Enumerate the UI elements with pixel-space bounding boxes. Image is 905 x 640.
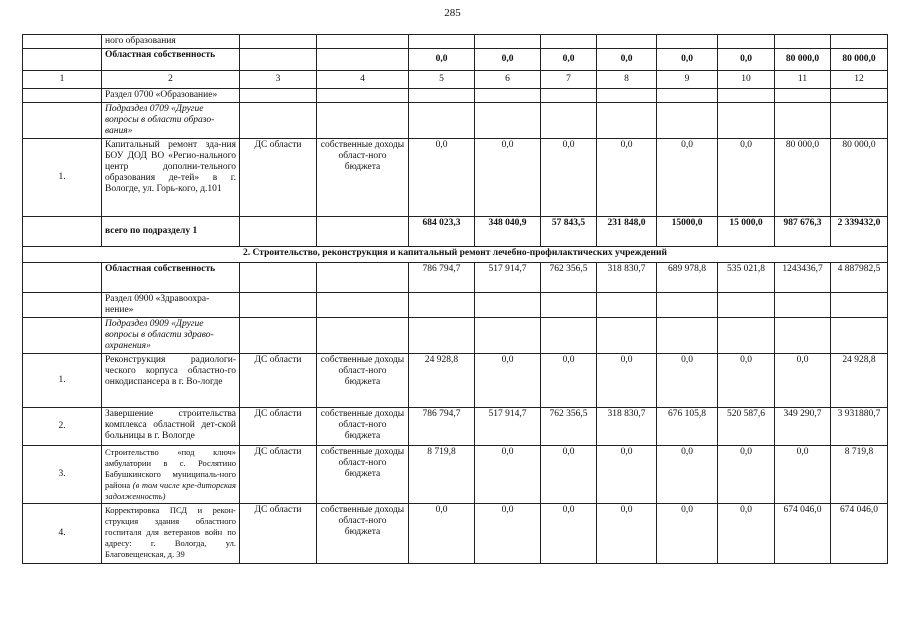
page-number: 285 <box>444 7 461 19</box>
value-cell: 24 928,8 <box>409 354 475 408</box>
item-name <box>102 446 240 504</box>
empty-cell <box>831 35 888 49</box>
value-cell: 24 928,8 <box>831 354 888 408</box>
empty-cell <box>23 263 102 293</box>
value-cell: 348 040,9 <box>475 217 541 247</box>
value-cell: 80 000,0 <box>831 49 888 71</box>
empty-cell <box>317 103 409 139</box>
empty-cell <box>475 35 541 49</box>
item-dept: ДС области <box>240 354 317 408</box>
empty-cell <box>23 35 102 49</box>
empty-cell <box>831 318 888 354</box>
column-number: 10 <box>718 71 775 89</box>
podrazdel-label: Подраздел 0709 «Другие вопросы в области образо-вания» <box>102 103 240 139</box>
owner-label: Областная собственность <box>102 263 240 293</box>
column-numbers-row <box>23 71 888 89</box>
empty-cell <box>409 318 475 354</box>
empty-cell <box>409 293 475 318</box>
value-cell: 762 356,5 <box>541 263 597 293</box>
item-row <box>23 446 888 504</box>
value-cell: 0,0 <box>657 354 718 408</box>
column-number: 1 <box>23 71 102 89</box>
value-cell: 786 794,7 <box>409 408 475 446</box>
empty-cell <box>240 103 317 139</box>
empty-cell <box>831 293 888 318</box>
value-cell: 0,0 <box>657 139 718 217</box>
value-cell: 517 914,7 <box>475 263 541 293</box>
empty-cell <box>657 318 718 354</box>
empty-cell <box>597 103 657 139</box>
value-cell: 0,0 <box>475 49 541 71</box>
value-cell: 0,0 <box>475 139 541 217</box>
empty-cell <box>718 318 775 354</box>
empty-cell <box>657 35 718 49</box>
empty-cell <box>23 89 102 103</box>
empty-cell <box>657 293 718 318</box>
empty-cell <box>831 103 888 139</box>
empty-cell <box>240 35 317 49</box>
razdel-label: Раздел 0900 «Здравоохра-нение» <box>102 293 240 318</box>
section-title-row <box>23 247 888 263</box>
value-cell: 674 046,0 <box>831 504 888 564</box>
value-cell: 8 719,8 <box>831 446 888 504</box>
value-cell: 0,0 <box>718 446 775 504</box>
value-cell: 535 021,8 <box>718 263 775 293</box>
value-cell: 0,0 <box>409 49 475 71</box>
value-cell: 0,0 <box>409 139 475 217</box>
empty-cell <box>831 89 888 103</box>
item-source: собственные доходы област-ного бюджета <box>317 408 409 446</box>
empty-cell <box>240 318 317 354</box>
empty-cell <box>409 89 475 103</box>
value-cell: 0,0 <box>541 354 597 408</box>
item-name-text: Корректировка ПСД и рекон-струкция здания областного госпиталя для ветеранов войн по адресу: г. Вологда, ул. Благовещенская, д. 39 <box>105 505 236 559</box>
item-name-text: Строительство «под ключ» амбулатории в с. Рослятино Бабушкинского муниципаль-ного района <box>105 447 236 490</box>
item-row <box>23 354 888 408</box>
item-dept: ДС области <box>240 504 317 564</box>
item-name-text: Реконструкция радиологи-ческого корпуса областно-го онкодиспансера в г. Во-логде <box>105 355 236 387</box>
value-cell: 80 000,0 <box>831 139 888 217</box>
empty-cell <box>317 89 409 103</box>
column-number: 5 <box>409 71 475 89</box>
value-cell: 57 843,5 <box>541 217 597 247</box>
empty-cell <box>775 89 831 103</box>
item-source: собственные доходы област-ного бюджета <box>317 446 409 504</box>
empty-cell <box>317 35 409 49</box>
item-row <box>23 408 888 446</box>
value-cell: 80 000,0 <box>775 49 831 71</box>
value-cell: 762 356,5 <box>541 408 597 446</box>
podrazdel-label: Подраздел 0909 «Другие вопросы в области здраво-охранения» <box>102 318 240 354</box>
empty-cell <box>718 103 775 139</box>
empty-cell <box>475 318 541 354</box>
value-cell: 80 000,0 <box>775 139 831 217</box>
empty-cell <box>317 263 409 293</box>
value-cell: 318 830,7 <box>597 263 657 293</box>
item-number: 1. <box>23 139 102 217</box>
value-cell: 2 339432,0 <box>831 217 888 247</box>
value-cell: 0,0 <box>657 504 718 564</box>
empty-cell <box>541 103 597 139</box>
value-cell: 15000,0 <box>657 217 718 247</box>
value-cell: 0,0 <box>475 446 541 504</box>
column-number: 9 <box>657 71 718 89</box>
value-cell: 520 587,6 <box>718 408 775 446</box>
value-cell: 676 105,8 <box>657 408 718 446</box>
item-number: 4. <box>23 504 102 564</box>
empty-cell <box>775 318 831 354</box>
item-name <box>102 504 240 564</box>
item-name <box>102 408 240 446</box>
owner-row <box>23 49 888 71</box>
empty-cell <box>23 293 102 318</box>
value-cell: 0,0 <box>718 139 775 217</box>
empty-cell <box>597 293 657 318</box>
value-cell: 1243436,7 <box>775 263 831 293</box>
value-cell: 689 978,8 <box>657 263 718 293</box>
item-name: Капитальный ремонт зда-ния БОУ ДОД ВО «Регио-нального центр дополни-тельного образования де-тей» в г. Вологде, ул. Горь-кого, д.101 <box>102 139 240 217</box>
value-cell: 318 830,7 <box>597 408 657 446</box>
column-number: 11 <box>775 71 831 89</box>
item-name-text: Завершение строительства комплекса областной дет-ской больницы в г. Вологде <box>105 409 236 441</box>
continuation-row <box>23 35 888 49</box>
owner-label: Областная собственность <box>102 49 240 71</box>
value-cell: 0,0 <box>541 139 597 217</box>
empty-cell <box>317 217 409 247</box>
empty-cell <box>23 103 102 139</box>
item-dept: ДС области <box>240 408 317 446</box>
value-cell: 0,0 <box>775 446 831 504</box>
value-cell: 0,0 <box>775 354 831 408</box>
name-cell: ного образования <box>102 35 240 49</box>
value-cell: 786 794,7 <box>409 263 475 293</box>
empty-cell <box>240 217 317 247</box>
empty-cell <box>23 318 102 354</box>
column-number: 3 <box>240 71 317 89</box>
value-cell: 684 023,3 <box>409 217 475 247</box>
value-cell: 3 931880,7 <box>831 408 888 446</box>
empty-cell <box>475 89 541 103</box>
empty-cell <box>597 318 657 354</box>
empty-cell <box>657 89 718 103</box>
podrazdel-row <box>23 103 888 139</box>
total-row <box>23 217 888 247</box>
empty-cell <box>597 89 657 103</box>
value-cell: 349 290,7 <box>775 408 831 446</box>
value-cell: 8 719,8 <box>409 446 475 504</box>
empty-cell <box>240 49 317 71</box>
value-cell: 0,0 <box>541 49 597 71</box>
column-number: 8 <box>597 71 657 89</box>
empty-cell <box>317 318 409 354</box>
empty-cell <box>597 35 657 49</box>
value-cell: 987 676,3 <box>775 217 831 247</box>
value-cell: 0,0 <box>409 504 475 564</box>
value-cell: 0,0 <box>475 504 541 564</box>
column-number: 2 <box>102 71 240 89</box>
item-source: собственные доходы област-ного бюджета <box>317 139 409 217</box>
total-label: всего по подразделу 1 <box>102 217 240 247</box>
razdel-row <box>23 293 888 318</box>
item-row <box>23 139 888 217</box>
empty-cell <box>541 89 597 103</box>
value-cell: 231 848,0 <box>597 217 657 247</box>
razdel-label: Раздел 0700 «Образование» <box>102 89 240 103</box>
empty-cell <box>409 35 475 49</box>
value-cell: 517 914,7 <box>475 408 541 446</box>
item-name <box>102 354 240 408</box>
empty-cell <box>541 35 597 49</box>
podrazdel-row <box>23 318 888 354</box>
empty-cell <box>718 293 775 318</box>
empty-cell <box>317 49 409 71</box>
empty-cell <box>240 89 317 103</box>
item-dept: ДС области <box>240 139 317 217</box>
owner-row <box>23 263 888 293</box>
column-number: 6 <box>475 71 541 89</box>
value-cell: 0,0 <box>597 504 657 564</box>
budget-table <box>22 34 888 564</box>
item-source: собственные доходы област-ного бюджета <box>317 354 409 408</box>
value-cell: 674 046,0 <box>775 504 831 564</box>
empty-cell <box>541 293 597 318</box>
value-cell: 0,0 <box>541 446 597 504</box>
empty-cell <box>475 103 541 139</box>
empty-cell <box>317 293 409 318</box>
empty-cell <box>23 217 102 247</box>
empty-cell <box>475 293 541 318</box>
empty-cell <box>657 103 718 139</box>
empty-cell <box>775 35 831 49</box>
item-number: 1. <box>23 354 102 408</box>
empty-cell <box>409 103 475 139</box>
empty-cell <box>23 49 102 71</box>
column-number: 12 <box>831 71 888 89</box>
column-number: 4 <box>317 71 409 89</box>
empty-cell <box>718 89 775 103</box>
value-cell: 0,0 <box>597 139 657 217</box>
empty-cell <box>775 103 831 139</box>
value-cell: 0,0 <box>475 354 541 408</box>
empty-cell <box>240 293 317 318</box>
value-cell: 4 887982,5 <box>831 263 888 293</box>
empty-cell <box>541 318 597 354</box>
value-cell: 0,0 <box>597 49 657 71</box>
razdel-row <box>23 89 888 103</box>
value-cell: 0,0 <box>541 504 597 564</box>
value-cell: 0,0 <box>657 446 718 504</box>
value-cell: 0,0 <box>597 354 657 408</box>
item-row <box>23 504 888 564</box>
column-number: 7 <box>541 71 597 89</box>
value-cell: 0,0 <box>718 504 775 564</box>
empty-cell <box>718 35 775 49</box>
value-cell: 0,0 <box>718 354 775 408</box>
empty-cell <box>240 263 317 293</box>
section-title: 2. Строительство, реконструкция и капитальный ремонт лечебно-профилактических учреждений <box>23 247 888 263</box>
empty-cell <box>775 293 831 318</box>
item-number: 2. <box>23 408 102 446</box>
item-dept: ДС области <box>240 446 317 504</box>
value-cell: 0,0 <box>657 49 718 71</box>
value-cell: 0,0 <box>597 446 657 504</box>
value-cell: 15 000,0 <box>718 217 775 247</box>
value-cell: 0,0 <box>718 49 775 71</box>
item-source: собственные доходы област-ного бюджета <box>317 504 409 564</box>
item-number: 3. <box>23 446 102 504</box>
item-name-note: (в том числе кре-диторская задолженность) <box>105 480 236 501</box>
